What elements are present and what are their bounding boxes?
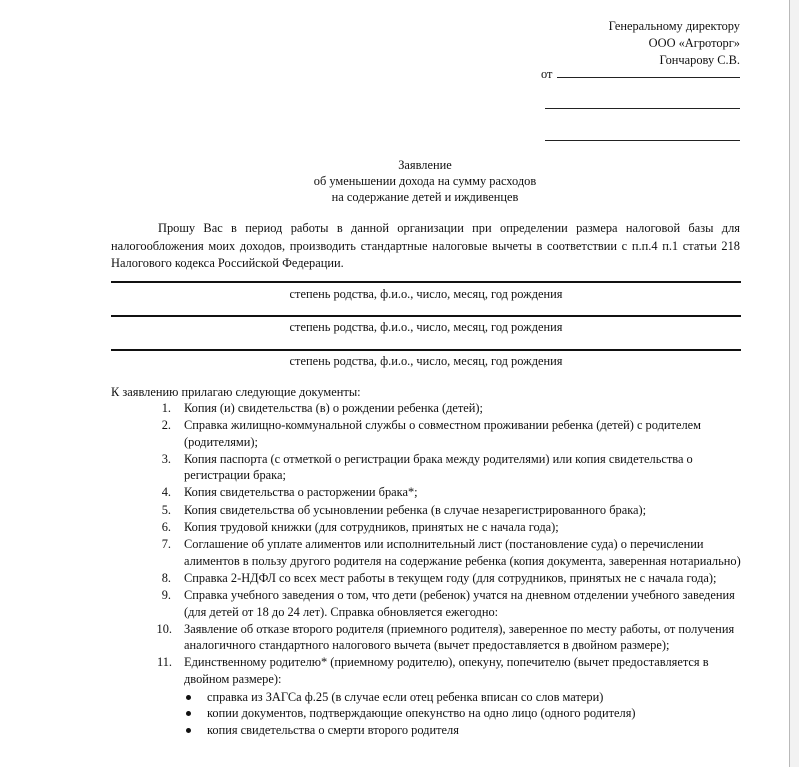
sub-documents-list xyxy=(184,689,747,738)
relative-caption-2: степень родства, ф.и.о., число, месяц, год рождения xyxy=(289,320,563,334)
item-text: Копия свидетельства об усыновлении ребенка (в случае незарегистрированного брака); xyxy=(184,502,647,517)
documents-list xyxy=(157,400,747,739)
item-number: 4. xyxy=(161,485,171,500)
item-text: Копия паспорта (с отметкой о регистрации брака между родителями) или копия свидетельства о регистрации брака; xyxy=(184,451,693,483)
list-item xyxy=(157,621,747,654)
from-line xyxy=(557,77,740,78)
item-text: Единственному родителю* (приемному родителю), опекуну, попечителю (вычет предоставляется в двойном размере): xyxy=(184,655,709,686)
from-label: от xyxy=(541,67,553,81)
item-text: Копия трудовой книжки (для сотрудников, принятых не с начала года); xyxy=(184,520,559,535)
item-text: Справка жилищно-коммунальной службы о совместном проживании ребенка (детей) с родителем (родителями); xyxy=(184,418,701,449)
list-item xyxy=(157,451,747,484)
title-line: Заявление xyxy=(398,158,452,172)
intro-paragraph: Прошу Вас в период работы в данной организации при определении размера налоговой базы для налогообложения моих доходов, производить стандартные налоговые вычеты в соответствии с п.п.4 п.1 статьи 218 Налогового кодекса Российской Федерации. xyxy=(111,221,740,270)
list-item xyxy=(157,417,747,450)
title-line: об уменьшении дохода на сумму расходов xyxy=(313,174,537,188)
title-line: на содержание детей и иждивенцев xyxy=(331,190,519,204)
item-number: 5. xyxy=(161,502,171,517)
item-text: Копия (и) свидетельства (в) о рождении ребенка (детей); xyxy=(184,401,483,415)
item-text: Справка 2-НДФЛ со всех мест работы в текущем году (для сотрудников, принятых не с начала года); xyxy=(184,570,717,585)
item-number: 1. xyxy=(161,401,171,415)
item-number: 8. xyxy=(161,570,171,585)
item-text: Справка учебного заведения о том, что дети (ребенок) учатся на дневном отделении учебного заведения (для детей от 18 до 24 лет). Справка обновляется ежегодно: xyxy=(184,588,735,619)
addressee-line: Гончарову С.В. xyxy=(659,53,740,67)
addressee-line: ООО «Агроторг» xyxy=(648,36,740,50)
list-item xyxy=(157,519,747,535)
fullname-line xyxy=(545,140,740,141)
scroll-gutter xyxy=(790,0,799,767)
addressee-block xyxy=(609,18,740,69)
list-item xyxy=(157,654,747,737)
item-number: 2. xyxy=(161,418,171,433)
attachments-label: К заявлению прилагаю следующие документы: xyxy=(111,385,361,399)
sub-list-item: справка из ЗАГСа ф.25 (в случае если отец ребенка вписан со слов матери) xyxy=(184,689,747,705)
addressee-line: Генеральному директору xyxy=(608,19,740,33)
item-number: 10. xyxy=(156,621,172,636)
list-item xyxy=(157,570,747,586)
list-item xyxy=(157,484,747,500)
sub-list-item: копия свидетельства о смерти второго родителя xyxy=(184,722,747,738)
relative-line-1 xyxy=(111,281,741,283)
list-item xyxy=(157,400,747,416)
relative-caption-1: степень родства, ф.и.о., число, месяц, год рождения xyxy=(289,287,563,301)
list-item xyxy=(157,587,747,620)
item-text: Соглашение об уплате алиментов или исполнительный лист (постановление суда) о перечислении алиментов в пользу другого родителя на содержание ребенка (копия документа, заверенная нотариально) xyxy=(184,537,741,568)
relative-line-2 xyxy=(111,315,741,317)
document-title xyxy=(0,157,799,205)
relative-caption-3: степень родства, ф.и.о., число, месяц, год рождения xyxy=(289,354,563,368)
item-number: 9. xyxy=(161,588,171,603)
list-item xyxy=(157,502,747,518)
item-number: 3. xyxy=(161,451,171,466)
item-text: Копия свидетельства о расторжении брака*; xyxy=(184,485,418,500)
relative-line-3 xyxy=(111,349,741,351)
sub-list-item: копии документов, подтверждающие опекунство на одно лицо (одного родителя) xyxy=(184,705,747,721)
item-number: 6. xyxy=(161,520,171,535)
item-number: 7. xyxy=(161,537,171,552)
item-number: 11. xyxy=(156,655,172,670)
department-line xyxy=(545,108,740,109)
item-text: Заявление об отказе второго родителя (приемного родителя), заверенное по месту работы, от получения аналогичного стандартного налогового вычета (вычет предоставляется в двойном размере); xyxy=(184,621,735,653)
list-item xyxy=(157,536,747,569)
